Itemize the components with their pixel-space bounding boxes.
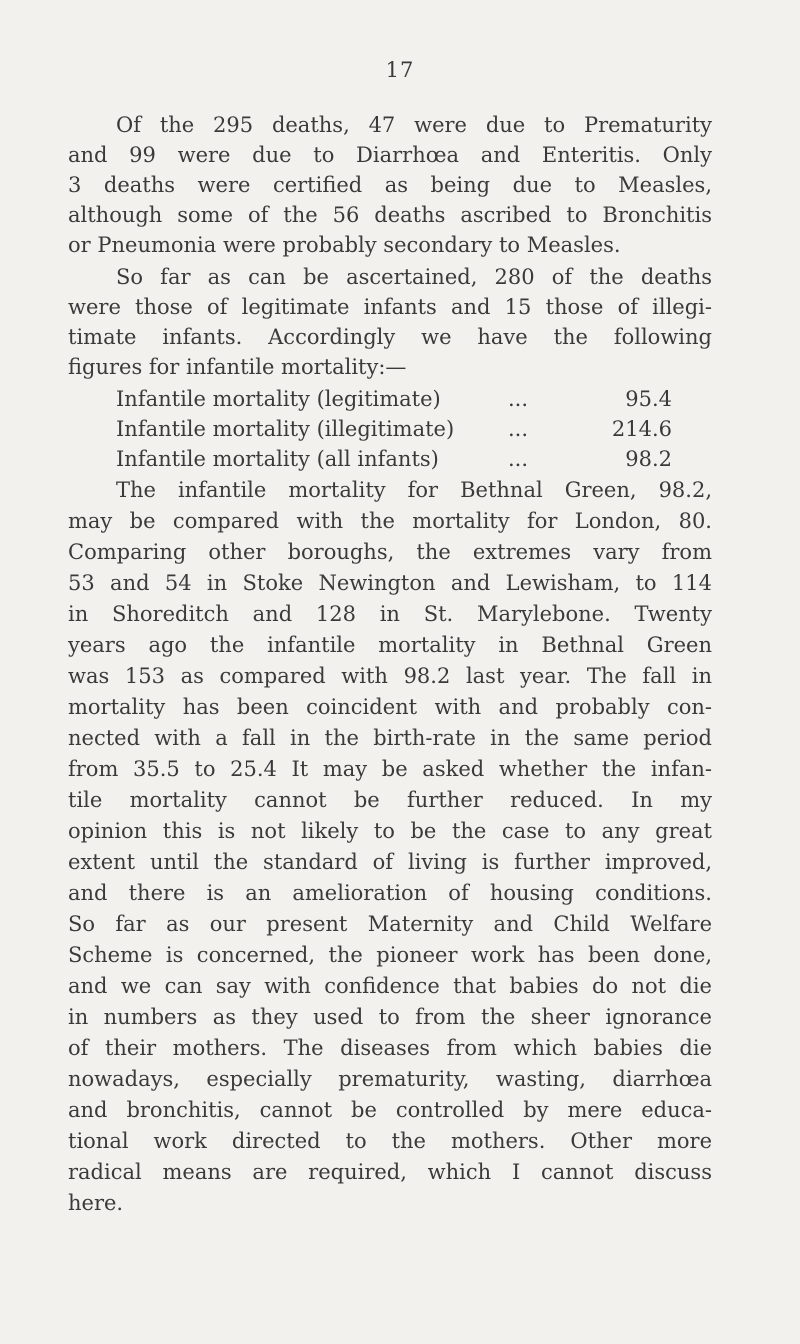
row-label: Infantile mortality (all infants) [116, 447, 439, 471]
table-row [116, 444, 716, 474]
text-line: were those of legitimate infants and 15 those of illegi- [68, 295, 712, 319]
table-row [116, 414, 716, 444]
text-line: timate infants. Accordingly we have the following [68, 325, 712, 349]
row-value: 95.4 [625, 387, 672, 411]
text-line: radical means are required, which I cannot discuss [68, 1160, 712, 1184]
text-line: figures for infantile mortality:— [68, 355, 407, 379]
text-line: may be compared with the mortality for London, 80. [68, 509, 712, 533]
text-line: although some of the 56 deaths ascribed to Bronchitis [68, 203, 712, 227]
text-line: in Shoreditch and 128 in St. Marylebone. Twenty [68, 602, 712, 626]
text-line: in numbers as they used to from the sheer ignorance [68, 1005, 712, 1029]
text-line: mortality has been coincident with and probably con- [68, 695, 712, 719]
text-line: extent until the standard of living is further improved, [68, 850, 712, 874]
row-value: 98.2 [625, 447, 672, 471]
leader-dots: ... [508, 447, 529, 471]
text-line: and bronchitis, cannot be controlled by mere educa- [68, 1098, 712, 1122]
text-line: or Pneumonia were probably secondary to Measles. [68, 233, 621, 257]
row-label: Infantile mortality (illegitimate) [116, 417, 455, 441]
text-line: 3 deaths were certified as being due to Measles, [68, 173, 712, 197]
row-label: Infantile mortality (legitimate) [116, 387, 441, 411]
text-line: of their mothers. The diseases from which babies die [68, 1036, 712, 1060]
leader-dots: ... [508, 387, 529, 411]
text-line: nowadays, especially prematurity, wasting, diarrhœa [68, 1067, 712, 1091]
text-line: and there is an amelioration of housing conditions. [68, 881, 712, 905]
text-line: Of the 295 deaths, 47 were due to Prematurity [116, 113, 712, 137]
text-line: Scheme is concerned, the pioneer work has been done, [68, 943, 712, 967]
text-line: 53 and 54 in Stoke Newington and Lewisham, to 114 [68, 571, 712, 595]
text-line: and 99 were due to Diarrhœa and Enteritis. Only [68, 143, 712, 167]
text-line: The infantile mortality for Bethnal Green, 98.2, [116, 478, 712, 502]
text-line: Comparing other boroughs, the extremes vary from [68, 540, 712, 564]
table-row [116, 384, 716, 414]
text-line: nected with a fall in the birth-rate in the same period [68, 726, 712, 750]
text-line: tional work directed to the mothers. Other more [68, 1129, 712, 1153]
text-line: So far as our present Maternity and Child Welfare [68, 912, 712, 936]
text-line: tile mortality cannot be further reduced. In my [68, 788, 712, 812]
text-line: years ago the infantile mortality in Bethnal Green [68, 633, 712, 657]
text-line: and we can say with confidence that babies do not die [68, 974, 712, 998]
text-line: here. [68, 1191, 124, 1215]
text-line: was 153 as compared with 98.2 last year. The fall in [68, 664, 712, 688]
text-line: So far as can be ascertained, 280 of the deaths [116, 265, 712, 289]
page-number: 17 [385, 58, 415, 82]
leader-dots: ... [508, 417, 529, 441]
text-line: from 35.5 to 25.4 It may be asked whether the infan- [68, 757, 712, 781]
row-value: 214.6 [611, 417, 672, 441]
text-line: opinion this is not likely to be the case to any great [68, 819, 712, 843]
